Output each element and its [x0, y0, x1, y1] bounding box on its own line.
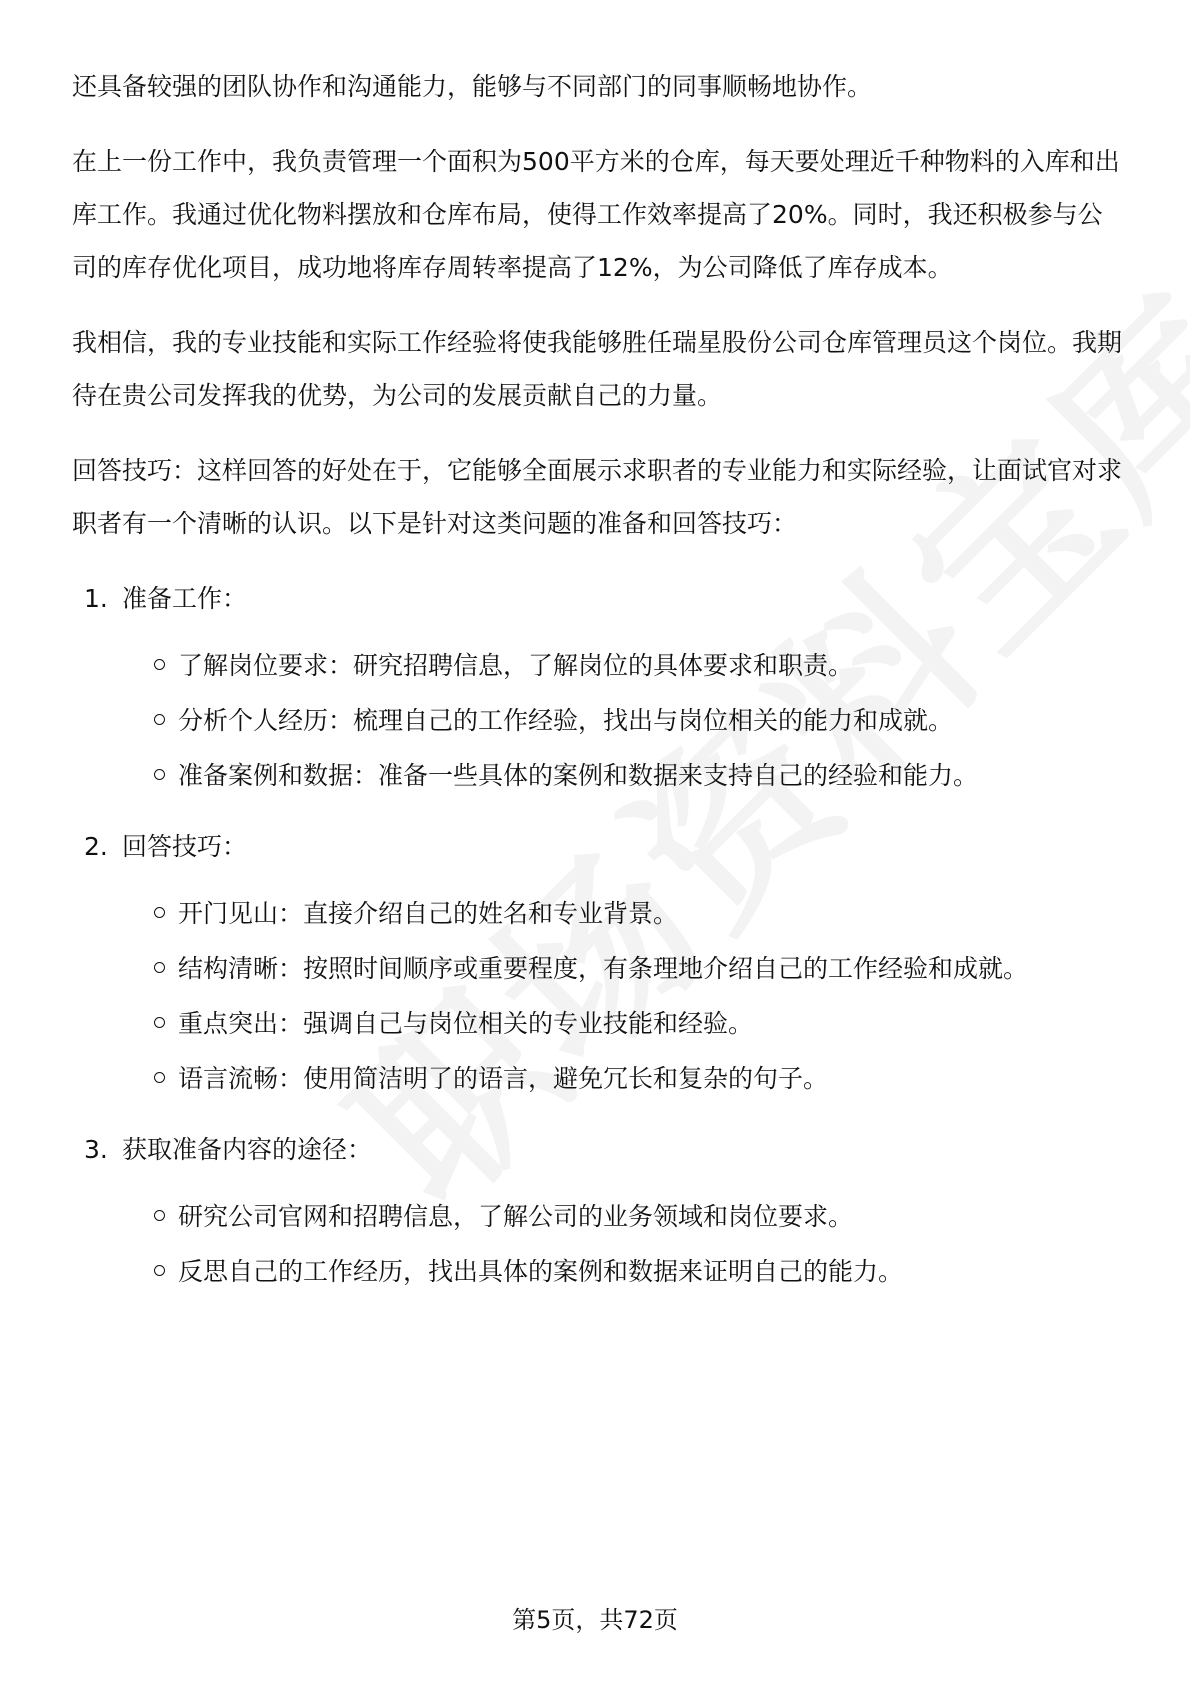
list-item: 了解岗位要求：研究招聘信息，了解岗位的具体要求和职责。 — [152, 639, 1122, 692]
section-title: 获取准备内容的途径： — [122, 1135, 373, 1164]
section-number: 1. — [84, 584, 108, 613]
circle-bullet-icon — [154, 714, 165, 725]
section-title: 回答技巧： — [122, 832, 248, 861]
circle-bullet-icon — [154, 659, 165, 670]
bullet-list — [72, 639, 1122, 802]
section-heading — [72, 820, 1122, 873]
list-item: 研究公司官网和招聘信息，了解公司的业务领域和岗位要求。 — [152, 1190, 1122, 1243]
paragraph: 在上一份工作中，我负责管理一个面积为500平方米的仓库，每天要处理近千种物料的入库和出库工作。我通过优化物料摆放和仓库布局，使得工作效率提高了20%。同时，我还积极参与公司的库存优化项目，成功地将库存周转率提高了12%，为公司降低了库存成本。 — [72, 147, 1120, 282]
circle-bullet-icon — [154, 1265, 165, 1276]
paragraph: 回答技巧：这样回答的好处在于，它能够全面展示求职者的专业能力和实际经验，让面试官对求职者有一个清晰的认识。以下是针对这类问题的准备和回答技巧： — [72, 456, 1123, 538]
page-number-footer: 第5页，共72页 — [512, 1606, 678, 1634]
circle-bullet-icon — [154, 1017, 165, 1028]
list-item: 反思自己的工作经历，找出具体的案例和数据来证明自己的能力。 — [152, 1245, 1122, 1298]
bullet-list — [72, 1190, 1122, 1298]
list-item: 语言流畅：使用简洁明了的语言，避免冗长和复杂的句子。 — [152, 1052, 1122, 1105]
circle-bullet-icon — [154, 962, 165, 973]
list-item: 准备案例和数据：准备一些具体的案例和数据来支持自己的经验和能力。 — [152, 749, 1122, 802]
section-number: 2. — [84, 832, 108, 861]
list-item: 分析个人经历：梳理自己的工作经验，找出与岗位相关的能力和成就。 — [152, 694, 1122, 747]
paragraph: 我相信，我的专业技能和实际工作经验将使我能够胜任瑞星股份公司仓库管理员这个岗位。我期待在贵公司发挥我的优势，为公司的发展贡献自己的力量。 — [72, 328, 1123, 410]
circle-bullet-icon — [154, 769, 165, 780]
paragraph: 还具备较强的团队协作和沟通能力，能够与不同部门的同事顺畅地协作。 — [72, 72, 873, 101]
numbered-list — [72, 572, 1122, 1298]
circle-bullet-icon — [154, 1210, 165, 1221]
list-item: 开门见山：直接介绍自己的姓名和专业背景。 — [152, 887, 1122, 940]
section-number: 3. — [84, 1135, 108, 1164]
section-heading — [72, 1123, 1122, 1176]
bullet-list — [72, 887, 1122, 1105]
list-item: 结构清晰：按照时间顺序或重要程度，有条理地介绍自己的工作经验和成就。 — [152, 942, 1122, 995]
page-content — [72, 60, 1122, 1316]
circle-bullet-icon — [154, 907, 165, 918]
circle-bullet-icon — [154, 1072, 165, 1083]
section-title: 准备工作： — [122, 584, 248, 613]
section-heading — [72, 572, 1122, 625]
list-item: 重点突出：强调自己与岗位相关的专业技能和经验。 — [152, 997, 1122, 1050]
